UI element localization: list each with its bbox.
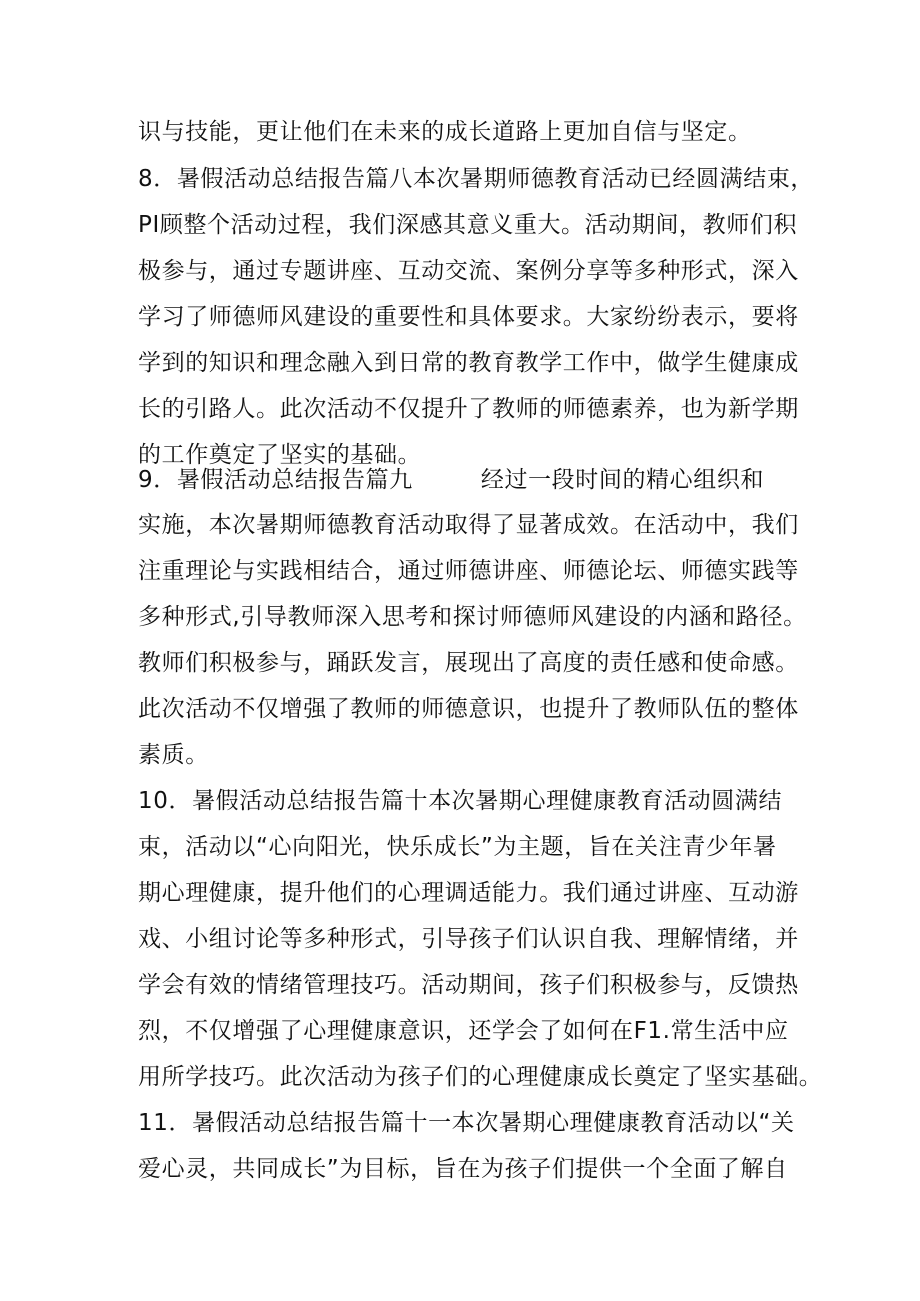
text-fragment: 经过一段时间的精心组织和 <box>480 467 765 493</box>
text-line-split <box>138 465 898 495</box>
text-line: 注重理论与实践相结合，通过师德讲座、师德论坛、师德实践等 <box>138 558 799 584</box>
text-line: 11．暑假活动总结报告篇十一本次暑期心理健康教育活动以“关 <box>138 1110 795 1136</box>
text-line: 此次活动不仅增强了教师的师德意识，也提升了教师队伍的整体 <box>138 696 799 722</box>
text-line: 学到的知识和理念融入到日常的教育教学工作中，做学生健康成 <box>138 350 799 376</box>
text-line: 戏、小组讨论等多种形式，引导孩子们认识自我、理解情绪，并 <box>138 926 799 952</box>
text-line: 识与技能，更让他们在未来的成长道路上更加自信与坚定。 <box>138 119 752 145</box>
section-heading-9: 9．暑假活动总结报告篇九 <box>138 467 413 493</box>
text-line: 极参与，通过专题讲座、互动交流、案例分享等多种形式，深入 <box>138 258 799 284</box>
text-line: PI顾整个活动过程，我们深感其意义重大。活动期间，教师们积 <box>138 212 798 238</box>
text-line: 烈，不仅增强了心理健康意识，还学会了如何在F1.常生活中应 <box>138 1018 789 1044</box>
text-line: 实施，本次暑期师德教育活动取得了显著成效。在活动中，我们 <box>138 512 799 538</box>
text-line: 爱心灵，共同成长”为目标，旨在为孩子们提供一个全面了解自 <box>138 1156 788 1182</box>
text-line: 学习了师德师风建设的重要性和具体要求。大家纷纷表示，要将 <box>138 304 799 330</box>
text-line: 10．暑假活动总结报告篇十本次暑期心理健康教育活动圆满结 <box>138 788 783 814</box>
text-line: 期心理健康，提升他们的心理调适能力。我们通过讲座、互动游 <box>138 880 799 906</box>
text-line: 素质。 <box>138 742 209 768</box>
text-line: 8．暑假活动总结报告篇八本次暑期师德教育活动已经圆满结束， <box>138 166 815 192</box>
text-line: 长的引路人。此次活动不仅提升了教师的师德素养，也为新学期 <box>138 396 799 422</box>
text-line: 用所学技巧。此次活动为孩子们的心理健康成长奠定了坚实基础。 <box>138 1064 823 1090</box>
text-line: 束，活动以“心向阳光，快乐成长”为主题，旨在关注青少年暑 <box>138 834 777 860</box>
text-line: 教师们积极参与，踊跃发言，展现出了高度的责任感和使命感。 <box>138 650 799 676</box>
text-line: 的工作奠定了坚实的基础。 <box>138 442 422 468</box>
text-line: 学会有效的情绪管理技巧。活动期间，孩子们积极参与，反馈热 <box>138 972 799 998</box>
text-line: 多种形式,引导教师深入思考和探讨师德师风建设的内涵和路径。 <box>138 604 807 630</box>
